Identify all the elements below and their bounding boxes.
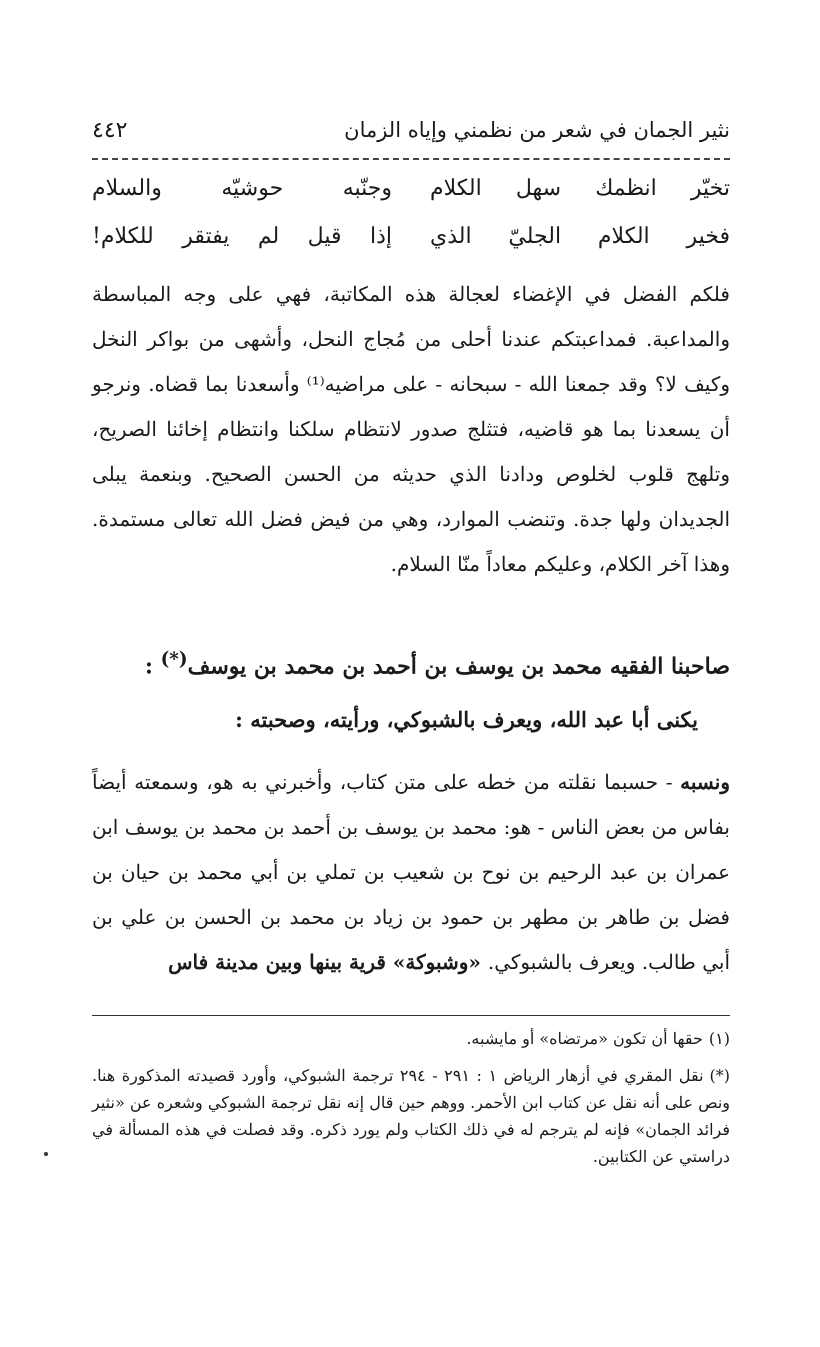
footnote-divider [92, 1015, 730, 1016]
entry-subline [235, 700, 698, 740]
verse-first-hemistich: فخير الكلام الجليّ الذي [430, 224, 730, 249]
margin-speck [44, 1152, 48, 1156]
lineage-lead: ونسبه [680, 770, 730, 794]
letter-closing-paragraph: فلكم الفضل في الإغضاء لعجالة هذه المكاتبة، فهي على وجه المباسطة والمداعبة. فمداعبتكم عندنا أحلى من مُجاج النحل، وأشهى من بواكر النخل وكيف لا؟ وقد جمعنا الله - سبحانه - على مراضيه⁽¹⁾ وأسعدنا بما قضاه. ونرجو أن يسعدنا بما هو قاضيه، فتثلج صدور لانتظام سلكنا وانتظام إخائنا الصريح، وتلهج قلوب لخلوص ودادنا الذي حديثه من الحسن الصحيح. وبنعمة يبلى الجديدان ولها جدة. وتنضب الموارد، وهي من فيض فضل الله تعالى مستمدة. وهذا آخر الكلام، وعليكم معاداً منّا السلام. [92, 282, 730, 576]
lineage-paragraph [92, 760, 730, 985]
footnote-text: نقل المقري في أزهار الرياض ١ : ٢٩١ - ٢٩٤ ترجمة الشبوكي، وأورد قصيدته المذكورة هنا. ونص على أنه نقل عن كتاب ابن الأحمر. ووهم حين قال إنه نقل ترجمة الشبوكي وشعره عن «نثير فرائد الجمان» فإنه لم يترجم له في ذلك الكتاب ولم يورد ذكره. وقد فصلت في هذه المسألة في دراستي عن الكتابين. [92, 1066, 730, 1166]
entry-heading [92, 640, 730, 686]
poem-verse [92, 224, 730, 266]
entry-name: صاحبنا الفقيه محمد بن يوسف بن أحمد بن محمد بن يوسف [187, 653, 730, 680]
verse-second-hemistich: وجنّبه حوشيّه والسلام [92, 176, 392, 201]
header-divider [92, 158, 730, 160]
footnote-text: حقها أن تكون «مرتضاه» أو مايشبه. [466, 1029, 703, 1048]
lineage-text: - حسبما نقلته من خطه على متن كتاب، وأخبرني به هو، وسمعته أيضاً بفاس من بعض الناس - هو: محمد بن يوسف بن أحمد بن محمد بن يوسف ابن عمران بن عبد الرحيم بن نوح بن شعيب بن تملي بن أبي محمد بن حيان بن فضل بن طاهر بن مطهر بن حمود بن زياد بن محمد بن الحسن بن علي بن أبي طالب. ويعرف بالشبوكي. [92, 770, 731, 974]
kunya-line: يكنى أبا عبد الله، ويعرف بالشبوكي، ورأيته، وصحبته : [235, 707, 698, 732]
poem-verse [92, 176, 730, 218]
footnote-mark: (١) [708, 1029, 730, 1048]
footnote-mark: (*) [709, 1066, 731, 1085]
running-title: نثير الجمان في شعر من نظمني وإياه الزمان [344, 118, 730, 142]
footnote [92, 1062, 730, 1170]
lineage-tail: «وشبوكة» قرية بينها وبين مدينة فاس [168, 950, 488, 974]
verse-second-hemistich: إذا قيل لم يفتقر للكلام! [92, 224, 392, 249]
verse-first-hemistich: تخيّر انظمك سهل الكلام [430, 176, 730, 201]
footnote [92, 1025, 730, 1052]
heading-colon: : [144, 653, 153, 680]
page-number: ٤٤٢ [92, 117, 128, 143]
page-header [92, 110, 730, 150]
footnote-ref: (*) [160, 649, 188, 670]
